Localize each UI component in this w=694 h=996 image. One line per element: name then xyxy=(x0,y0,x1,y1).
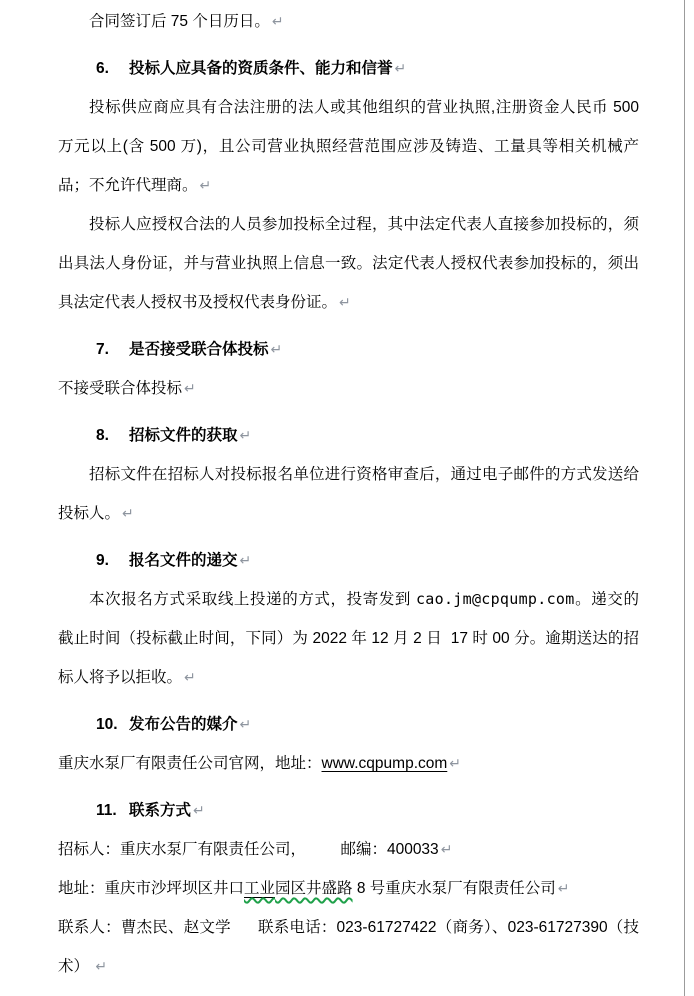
heading-number: 11. xyxy=(96,802,117,819)
paragraph-mark: ↵ xyxy=(95,958,108,974)
address-text-before: 地址：重庆市沙坪坝区井口 xyxy=(58,880,245,897)
obtain-documents-paragraph xyxy=(58,455,639,533)
heading-title: 联系方式 xyxy=(129,802,192,819)
address-text-after: 8 号重庆水泵厂有限责任公司 xyxy=(352,880,556,897)
paragraph-mark: ↵ xyxy=(239,716,252,732)
paragraph-mark: ↵ xyxy=(184,669,196,685)
section-8-heading xyxy=(58,416,639,455)
qualification-text-2: 投标人应授权合法的人员参加投标全过程，其中法定代表人直接参加投标的，须出具法人身份证，并与营业执照上信息一致。法定代表人授权代表参加投标的，须出具法定代表人授权书及授权代表身份证。 xyxy=(58,216,639,311)
paragraph-mark: ↵ xyxy=(184,380,196,396)
section-10-heading xyxy=(58,705,639,744)
paragraph-mark: ↵ xyxy=(339,294,351,310)
heading-number: 7. xyxy=(96,341,109,358)
heading-number: 8. xyxy=(96,427,109,444)
website-link[interactable]: www.cqpump.com xyxy=(321,755,448,772)
submission-text-after-email: 。递交的截止时间（投标截止时间，下同）为 2022 年 12 月 2 日 17 时 00 分。逾期送达的招标人将予以拒收。 xyxy=(58,591,639,686)
heading-title: 投标人应具备的资质条件、能力和信誉 xyxy=(129,60,393,77)
paragraph-mark: ↵ xyxy=(557,880,570,896)
paragraph-mark: ↵ xyxy=(394,60,407,76)
submission-text-before-email: 本次报名方式采取线上投递的方式，投寄发到 xyxy=(89,591,416,608)
heading-title: 报名文件的递交 xyxy=(129,552,238,569)
submission-email-text: cao.jm@cpqump.com xyxy=(415,590,575,608)
paragraph-mark: ↵ xyxy=(122,505,134,521)
obtain-documents-text: 招标文件在招标人对投标报名单位进行资格审查后，通过电子邮件的方式发送给投标人。 xyxy=(58,466,639,522)
qualification-paragraph-1 xyxy=(58,88,644,205)
qualification-text-1: 投标供应商应具有合法注册的法人或其他组织的营业执照,注册资金人民币 500 万元以上(含 500 万)，且公司营业执照经营范围应涉及铸造、工量具等相关机械产品；不允许代理商。 xyxy=(58,99,644,194)
address-paragraph xyxy=(58,869,639,908)
paragraph-mark: ↵ xyxy=(270,341,283,357)
heading-title: 是否接受联合体投标 xyxy=(129,341,269,358)
contact-text: 联系人：曹杰民、赵文学 联系电话：023-61727422（商务）、023-61727390（技术） xyxy=(58,919,639,975)
address-spellcheck-segment xyxy=(244,880,353,898)
paragraph-mark: ↵ xyxy=(239,427,252,443)
tenderer-paragraph xyxy=(58,830,639,869)
section-7-heading xyxy=(58,330,639,369)
contact-paragraph xyxy=(58,908,639,986)
submission-paragraph xyxy=(58,580,639,697)
paragraph-mark: ↵ xyxy=(193,802,205,818)
qualification-paragraph-2 xyxy=(58,205,639,322)
paragraph-mark: ↵ xyxy=(199,177,212,193)
heading-title: 招标文件的获取 xyxy=(129,427,238,444)
section-11-heading xyxy=(58,791,639,830)
contract-duration-text: 合同签订后 75 个日历日。 xyxy=(89,13,270,30)
paragraph-mark: ↵ xyxy=(440,841,453,857)
address-underlined-text: 工业 xyxy=(244,880,276,897)
section-9-heading xyxy=(58,541,639,580)
heading-number: 9. xyxy=(96,552,109,569)
consortium-paragraph xyxy=(58,369,639,408)
heading-number: 10. xyxy=(96,716,118,733)
paragraph-mark: ↵ xyxy=(239,552,252,568)
media-text-before-link: 重庆水泵厂有限责任公司官网，地址： xyxy=(58,755,322,772)
heading-title: 发布公告的媒介 xyxy=(129,716,238,733)
contract-duration-paragraph xyxy=(58,2,639,41)
address-wavy-text: 园区井盛路 xyxy=(275,880,353,897)
paragraph-mark: ↵ xyxy=(271,13,284,29)
consortium-text: 不接受联合体投标 xyxy=(58,380,183,397)
tenderer-text: 招标人：重庆水泵厂有限责任公司， 邮编：400033 xyxy=(58,841,439,858)
section-6-heading xyxy=(58,49,639,88)
heading-number: 6. xyxy=(96,60,109,77)
paragraph-mark: ↵ xyxy=(449,755,462,771)
media-paragraph xyxy=(58,744,639,783)
